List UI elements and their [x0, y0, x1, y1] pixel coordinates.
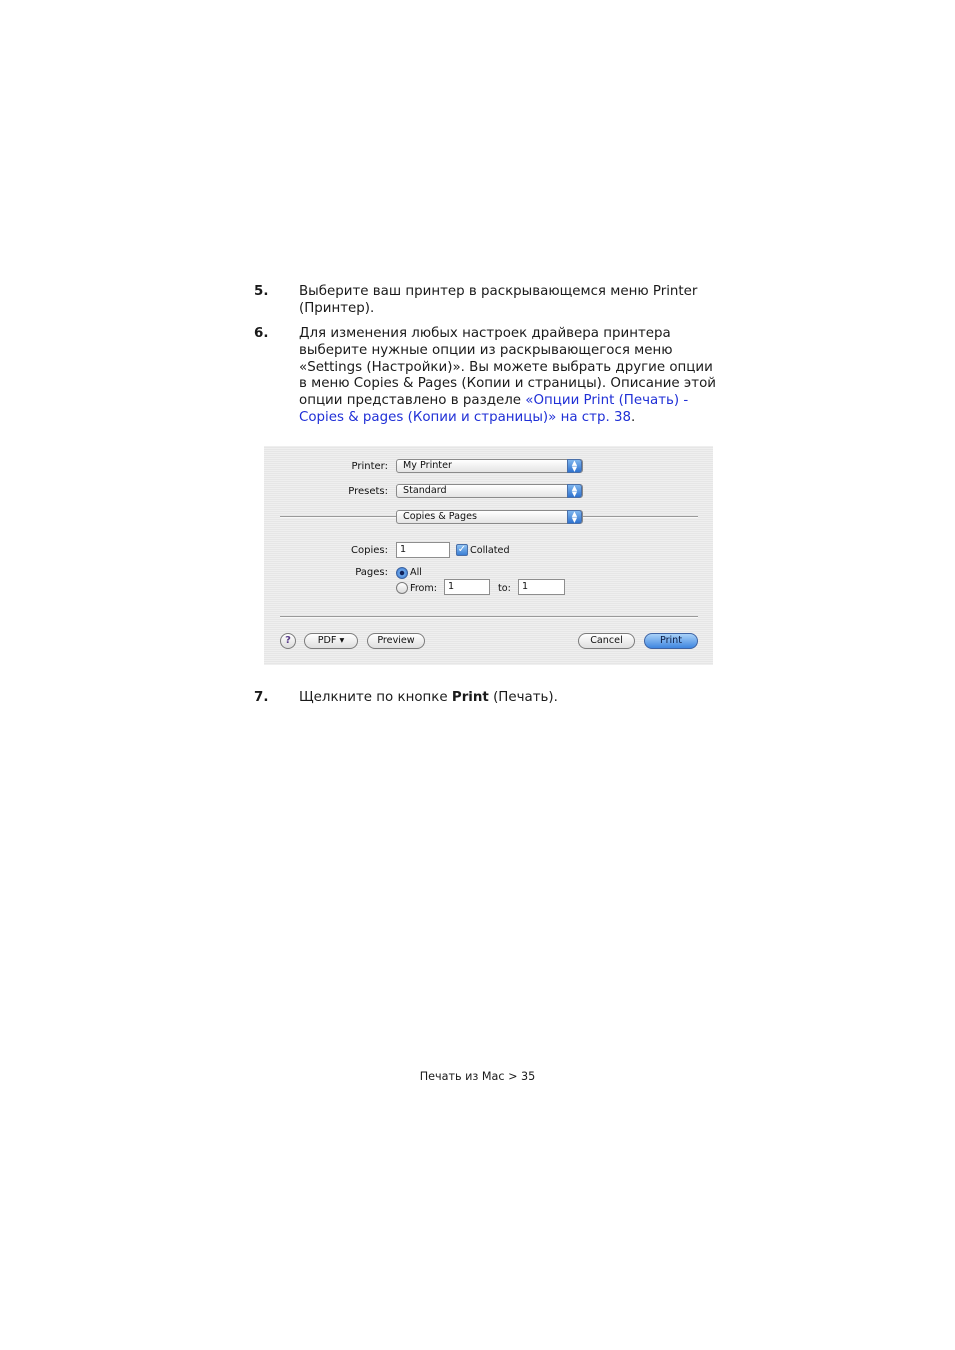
- printer-label: Printer:: [351, 461, 388, 472]
- step-text-main: Для изменения любых настроек драйвера принтера выберите нужные опции из раскрывающегося меню «Settings (Настройки)». Вы можете выбрать другие опции в меню Copies & Pages (Копии и страницы). Описание этой опции представлено в разделе: [299, 326, 716, 409]
- cancel-button[interactable]: Cancel: [578, 633, 635, 649]
- printer-popup[interactable]: [396, 459, 583, 473]
- step-number: 6.: [254, 326, 269, 341]
- cross-reference-link[interactable]: «Опции Print (Печать) - Copies & pages (Копии и страницы)» на стр. 38: [299, 393, 689, 425]
- presets-label: Presets:: [348, 486, 388, 497]
- step-6: [254, 326, 724, 427]
- step-text-end: (Печать).: [488, 690, 558, 705]
- print-dialog: [264, 446, 713, 665]
- copies-label: Copies:: [351, 545, 388, 556]
- separator-left: [280, 516, 396, 518]
- pages-from-label: From:: [410, 583, 438, 594]
- pages-to-field[interactable]: 1: [518, 579, 565, 595]
- pages-label: Pages:: [355, 567, 388, 578]
- page-footer: Печать из Mac > 35: [419, 1070, 536, 1083]
- copies-field[interactable]: 1: [396, 542, 450, 558]
- step-number: 5.: [254, 284, 269, 299]
- pages-to-label: to:: [498, 583, 511, 594]
- step-number: 7.: [254, 690, 269, 705]
- collated-checkbox[interactable]: ✓: [457, 544, 467, 555]
- collated-label: Collated: [470, 545, 510, 556]
- print-button[interactable]: Print: [644, 633, 698, 649]
- separator-right: [583, 516, 698, 518]
- printer-popup-value: My Printer: [403, 460, 452, 471]
- popup-arrows-icon: ▲ ▼: [567, 510, 582, 524]
- help-icon[interactable]: ?: [280, 633, 296, 649]
- pdf-button[interactable]: PDF ▾: [304, 633, 358, 649]
- presets-popup-value: Standard: [403, 485, 447, 496]
- popup-arrows-icon: ▲ ▼: [567, 459, 582, 473]
- print-button-reference: Print: [451, 690, 489, 705]
- step-7: [254, 690, 724, 707]
- preview-button[interactable]: Preview: [367, 633, 425, 649]
- panel-popup-value: Copies & Pages: [403, 511, 478, 522]
- step-text-main: Щелкните по кнопке: [299, 690, 452, 705]
- separator-bottom: [280, 616, 698, 618]
- pages-all-radio[interactable]: [396, 567, 408, 579]
- step-5: [254, 284, 724, 318]
- pages-from-field[interactable]: 1: [444, 579, 490, 595]
- step-text: [299, 326, 724, 427]
- pages-all-label: All: [410, 567, 422, 578]
- popup-arrows-icon: ▲ ▼: [567, 484, 582, 498]
- panel-popup[interactable]: [396, 510, 583, 524]
- presets-popup[interactable]: [396, 484, 583, 498]
- step-text: Выберите ваш принтер в раскрывающемся меню Printer (Принтер).: [299, 284, 698, 316]
- step-text-end: .: [631, 409, 636, 425]
- pages-from-radio[interactable]: [396, 582, 408, 594]
- step-text: [299, 690, 724, 707]
